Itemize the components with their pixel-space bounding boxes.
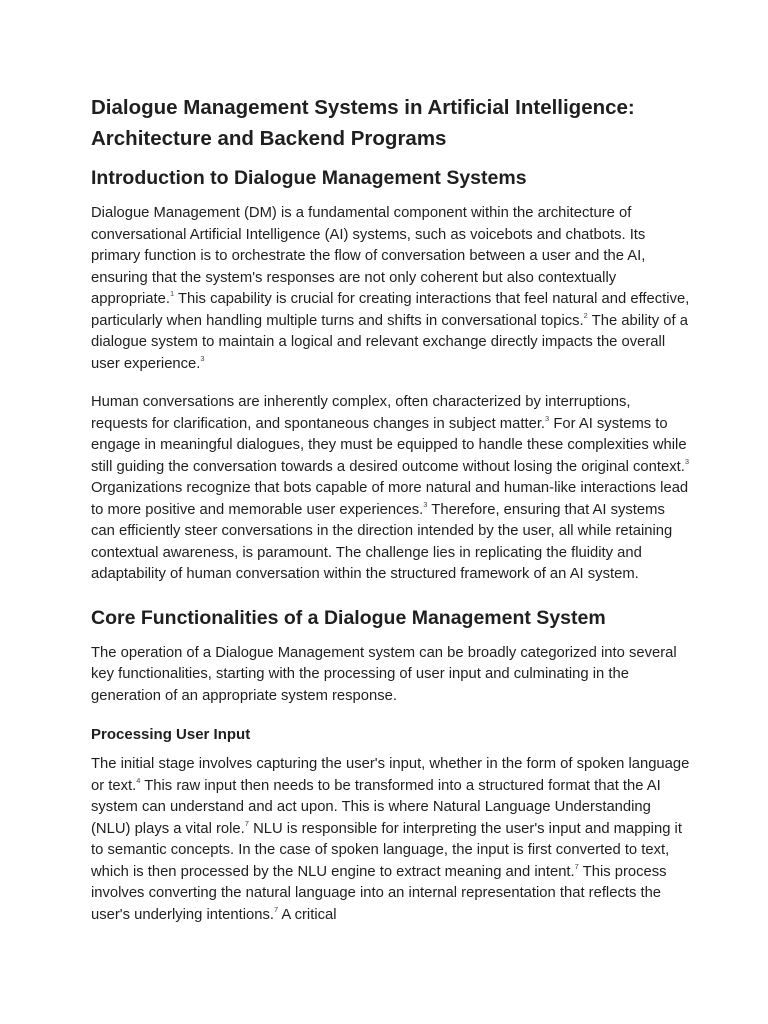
intro-paragraph-1: Dialogue Management (DM) is a fundamental component within the architecture of conversational Artificial Intelligence (AI) systems, such as voicebots and chatbots. Its primary function is to orchestrate the flow of conversation between a user and the AI, ensuring that the system's responses are not only coherent but also contextually appropriate.$^1$ This capability is crucial for creating interactions that feel natural and effective, particularly when handling multiple turns and shifts in conversational topics.$^2$ The ability of a dialogue system to maintain a logical and relevant exchange directly impacts the overall user experience.$^3$ — [91, 205, 690, 372]
core-paragraph-2: The initial stage involves capturing the user's input, whether in the form of spoken language or text.$^4$ This raw input then needs to be transformed into a structured format that the AI system can understand and act upon. This is where Natural Language Understanding (NLU) plays a vital role.$^7$ NLU is responsible for interpreting the user's input and mapping it to semantic concepts. In the case of spoken language, the input is first converted to text, which is then processed by the NLU engine to extract meaning and intent.$^7$ This process involves converting the natural language into an internal representation that reflects the user's underlying intentions.$^7$ A critical — [91, 756, 690, 923]
footnote-ref[interactable]: 7 — [273, 904, 279, 914]
footnote-ref[interactable]: 3 — [200, 353, 205, 363]
core-paragraph-1: The operation of a Dialogue Management system can be broadly categorized into several key functionalities, starting with the processing of user input and culminating in the generation of an appropriate system response. — [91, 644, 677, 704]
section-heading-core-functionalities: Core Functionalities of a Dialogue Management System — [91, 606, 606, 629]
document-title — [91, 92, 691, 154]
footnote-ref[interactable]: 7 — [574, 861, 579, 871]
footnote-ref[interactable]: 3 — [684, 456, 690, 466]
subheading-processing-user-input: Processing User Input — [91, 726, 251, 743]
footnote-ref[interactable]: 3 — [545, 413, 550, 423]
intro-paragraph-2: Human conversations are inherently complex, often characterized by interruptions, requests for clarification, and spontaneous changes in subject matter.$^3$ For AI systems to engage in meaningful dialogues, they must be equipped to handle these complexities while still guiding the conversation towards a desired outcome without losing the original context.$^3$ Organizations recognize that bots capable of more natural and human-like interactions lead to more positive and memorable user experiences.$^3$ Therefore, ensuring that AI systems can efficiently steer conversations in the direction intended by the user, all while retaining contextual awareness, is paramount. The challenge lies in replicating the fluidity and adaptability of human conversation within the structured framework of an AI system. — [91, 394, 690, 582]
footnote-ref[interactable]: 4 — [136, 775, 141, 785]
footnote-ref[interactable]: 7 — [244, 818, 249, 828]
section-heading-introduction: Introduction to Dialogue Management Systems — [91, 167, 527, 189]
footnote-ref[interactable]: 3 — [423, 499, 428, 509]
title-line-2: Architecture and Backend Programs — [91, 127, 447, 150]
footnote-ref[interactable]: 2 — [583, 310, 588, 320]
footnote-ref[interactable]: 1 — [169, 289, 175, 299]
title-line-1: Dialogue Management Systems in Artificial Intelligence: — [91, 96, 635, 119]
document-body — [91, 92, 691, 926]
